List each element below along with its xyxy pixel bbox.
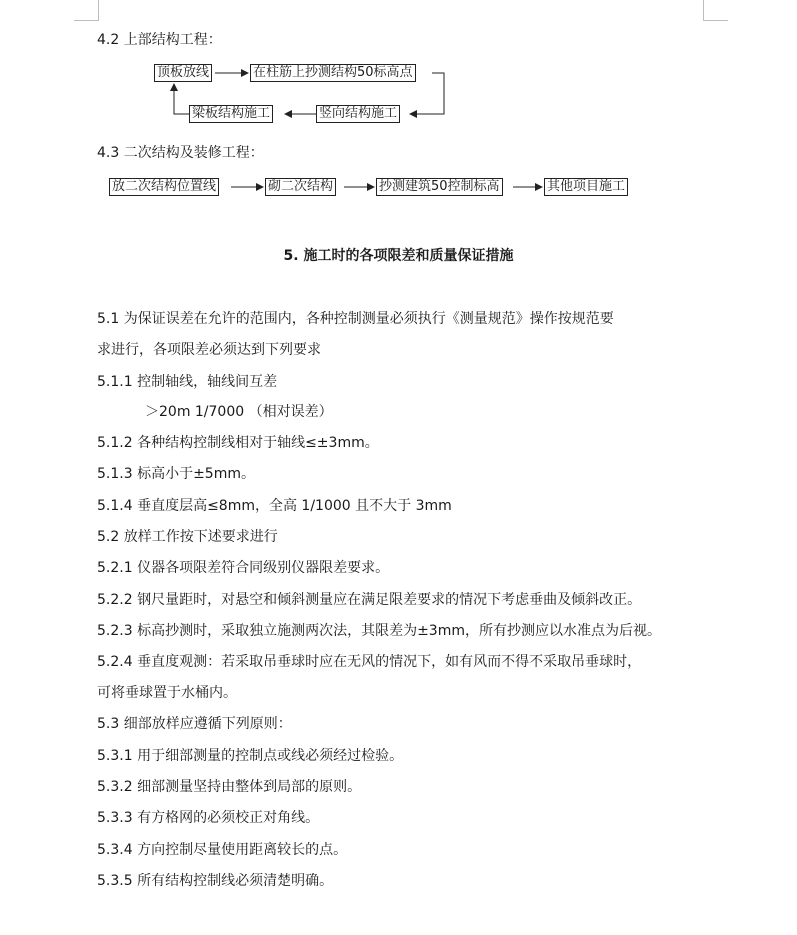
paragraph-5-2-4: 5.2.4 垂直度观测：若采取吊垂球时应在无风的情况下，如有风而不得不采取吊垂球时，: [97, 654, 642, 670]
flow-box-secondary-masonry: 砌二次结构: [265, 178, 336, 196]
paragraph-5-3-4: 5.3.4 方向控制尽量使用距离较长的点。: [97, 842, 348, 858]
flow-box-secondary-position-line: 放二次结构位置线: [109, 178, 219, 196]
paragraph-5-2: 5.2 放样工作按下述要求进行: [97, 529, 278, 545]
section-4-2-title: 4.2 上部结构工程：: [97, 32, 222, 48]
paragraph-5-1-3: 5.1.3 标高小于±5mm。: [97, 466, 255, 482]
paragraph-5-3-5: 5.3.5 所有结构控制线必须清楚明确。: [97, 873, 334, 889]
flow-box-building-level-control: 抄测建筑50控制标高: [376, 178, 503, 196]
paragraph-5-3-2: 5.3.2 细部测量坚持由整体到局部的原则。: [97, 779, 362, 795]
paragraph-5-2-4-cont: 可将垂球置于水桶内。: [97, 685, 237, 701]
paragraph-5-3-3: 5.3.3 有方格网的必须校正对角线。: [97, 810, 320, 826]
flow-box-top-slab-layout: 顶板放线: [154, 64, 212, 82]
paragraph-5-3: 5.3 细部放样应遵循下列原则：: [97, 716, 292, 732]
flow-box-column-level-mark: 在柱筋上抄测结构50标高点: [250, 64, 416, 82]
section-5-heading: 5. 施工时的各项限差和质量保证措施: [283, 248, 514, 264]
paragraph-5-3-1: 5.3.1 用于细部测量的控制点或线必须经过检验。: [97, 748, 404, 764]
paragraph-5-1-1: 5.1.1 控制轴线，轴线间互差: [97, 374, 278, 390]
paragraph-5-1-cont: 求进行，各项限差必须达到下列要求: [97, 342, 321, 358]
paragraph-5-1: 5.1 为保证误差在允许的范围内，各种控制测量必须执行《测量规范》操作按规范要: [97, 311, 614, 327]
page-corner-mark-right: [703, 0, 728, 21]
section-4-3-title: 4.3 二次结构及装修工程：: [97, 145, 264, 161]
paragraph-5-2-3: 5.2.3 标高抄测时，采取独立施测两次法，其限差为±3mm，所有抄测应以水准点为后视。: [97, 623, 661, 639]
paragraph-5-2-2: 5.2.2 钢尺量距时，对悬空和倾斜测量应在满足限差要求的情况下考虑垂曲及倾斜改正。: [97, 592, 642, 608]
flow-box-other-items: 其他项目施工: [544, 178, 628, 196]
arrow-4-2-d: [174, 84, 189, 114]
page-corner-mark-left: [74, 0, 99, 21]
paragraph-5-2-1: 5.2.1 仪器各项限差符合同级别仪器限差要求。: [97, 560, 390, 576]
paragraph-tolerance-row: ＞20m 1/7000 （相对误差）: [145, 404, 333, 420]
flow-box-vertical-structure: 竖向结构施工: [316, 105, 400, 123]
paragraph-5-1-2: 5.1.2 各种结构控制线相对于轴线≤±3mm。: [97, 435, 379, 451]
paragraph-5-1-4: 5.1.4 垂直度层高≤8mm，全高 1/1000 且不大于 3mm: [97, 498, 452, 514]
flow-box-beam-slab: 梁板结构施工: [189, 105, 273, 123]
